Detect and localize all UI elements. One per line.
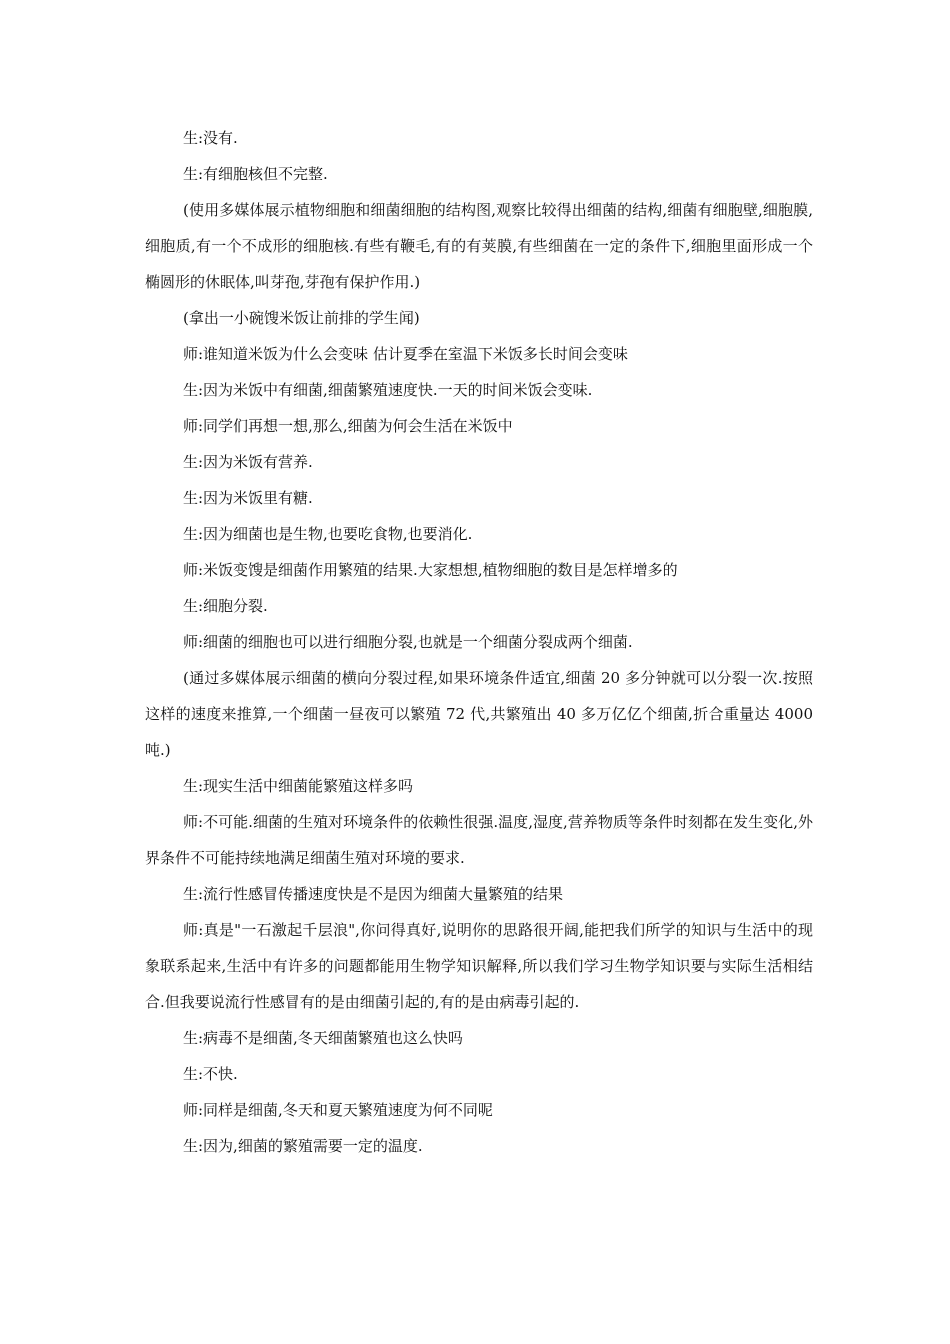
paragraph-12: 生:细胞分裂.	[183, 597, 268, 615]
paragraph-2: 生:有细胞核但不完整.	[183, 165, 328, 183]
paragraph-4: (拿出一小碗馊米饭让前排的学生闻)	[183, 309, 420, 327]
paragraph-13: 师:细菌的细胞也可以进行细胞分裂,也就是一个细菌分裂成两个细菌.	[183, 633, 633, 651]
paragraph-14: (通过多媒体展示细菌的横向分裂过程,如果环境条件适宜,细菌 20 多分钟就可以分裂一次.按照这样的速度来推算,一个细菌一昼夜可以繁殖 72 代,共繁殖出 40 多万亿亿个细菌,折合重量达 4000 吨.)	[145, 669, 813, 759]
paragraph-10: 生:因为细菌也是生物,也要吃食物,也要消化.	[183, 525, 473, 543]
paragraph-18: 师:真是"一石激起千层浪",你问得真好,说明你的思路很开阔,能把我们所学的知识与生活中的现象联系起来,生活中有许多的问题都能用生物学知识解释,所以我们学习生物学知识要与实际生活相结合.但我要说流行性感冒有的是由细菌引起的,有的是由病毒引起的.	[145, 921, 813, 1011]
paragraph-5: 师:谁知道米饭为什么会变味 估计夏季在室温下米饭多长时间会变味	[183, 345, 628, 363]
paragraph-19: 生:病毒不是细菌,冬天细菌繁殖也这么快吗	[183, 1029, 463, 1047]
paragraph-7: 师:同学们再想一想,那么,细菌为何会生活在米饭中	[183, 417, 513, 435]
paragraph-22: 生:因为,细菌的繁殖需要一定的温度.	[183, 1137, 423, 1155]
paragraph-15: 生:现实生活中细菌能繁殖这样多吗	[183, 777, 414, 795]
paragraph-3: (使用多媒体展示植物细胞和细菌细胞的结构图,观察比较得出细菌的结构,细菌有细胞壁,细胞膜,细胞质,有一个不成形的细胞核.有些有鞭毛,有的有荚膜,有些细菌在一定的条件下,细胞里面形成一个椭圆形的休眠体,叫芽孢,芽孢有保护作用.)	[145, 201, 813, 291]
paragraph-8: 生:因为米饭有营养.	[183, 453, 313, 471]
paragraph-21: 师:同样是细菌,冬天和夏天繁殖速度为何不同呢	[183, 1101, 493, 1119]
paragraph-16: 师:不可能.细菌的生殖对环境条件的依赖性很强.温度,湿度,营养物质等条件时刻都在发生变化,外界条件不可能持续地满足细菌生殖对环境的要求.	[145, 813, 813, 867]
paragraph-9: 生:因为米饭里有糖.	[183, 489, 313, 507]
paragraph-20: 生:不快.	[183, 1065, 238, 1083]
paragraph-1: 生:没有.	[183, 129, 238, 147]
paragraph-11: 师:米饭变馊是细菌作用繁殖的结果.大家想想,植物细胞的数目是怎样增多的	[183, 561, 678, 579]
paragraph-17: 生:流行性感冒传播速度快是不是因为细菌大量繁殖的结果	[183, 885, 564, 903]
paragraph-6: 生:因为米饭中有细菌,细菌繁殖速度快.一天的时间米饭会变味.	[183, 381, 593, 399]
document-body	[145, 120, 813, 1164]
